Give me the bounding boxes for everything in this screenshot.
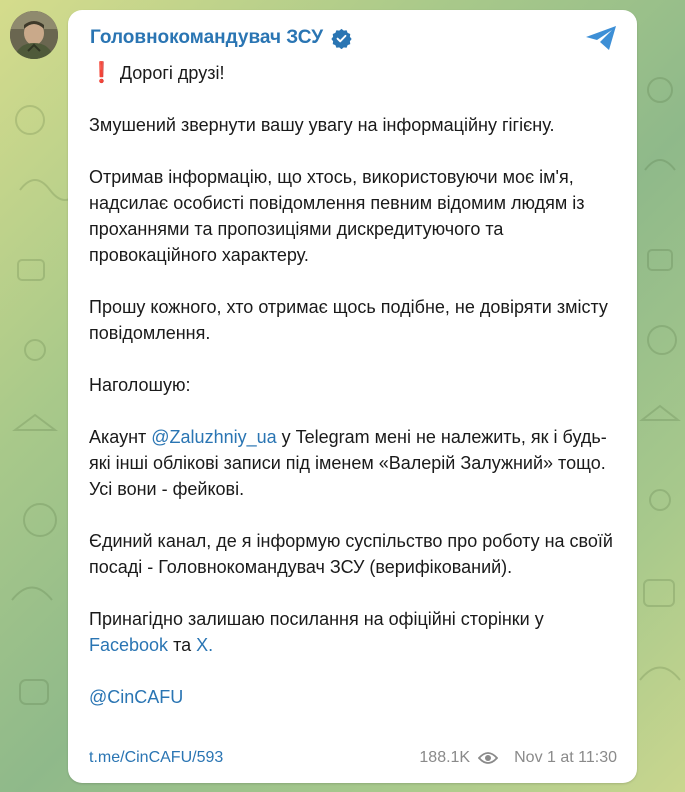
verified-badge-icon	[331, 28, 352, 49]
avatar-portrait-icon	[10, 11, 58, 59]
share-arrow-icon[interactable]	[584, 24, 618, 52]
channel-avatar[interactable]	[10, 11, 58, 59]
signature-line	[89, 684, 619, 710]
greeting-text: Дорогі друзі!	[119, 63, 225, 83]
view-count: 188.1K	[419, 749, 471, 766]
eye-icon	[478, 751, 498, 765]
paragraph-7	[89, 606, 619, 658]
paragraph-7-start: Принагідно залишаю посилання на офіційні сторінки у	[89, 609, 544, 629]
paragraph-4: Наголошую:	[89, 375, 191, 395]
message-footer	[89, 746, 617, 770]
message-text	[89, 60, 619, 710]
account-mention-link[interactable]: @Zaluzhniy_ua	[151, 427, 277, 447]
paragraph-1: Змушений звернути вашу увагу на інформаційну гігієну.	[89, 115, 555, 135]
message-bubble	[68, 10, 637, 783]
x-link[interactable]: X	[196, 635, 209, 655]
message-date: Nov 1 at 11:30	[514, 749, 617, 766]
paragraph-7-end: .	[208, 635, 214, 655]
message-meta	[419, 749, 617, 767]
message-header	[90, 26, 352, 50]
paragraph-5-start: Акаунт	[89, 427, 152, 447]
exclamation-icon: ❗	[89, 62, 114, 84]
paragraph-7-mid: та	[168, 635, 197, 655]
channel-name[interactable]: Головнокомандувач ЗСУ	[90, 27, 324, 48]
paragraph-5	[89, 424, 619, 502]
greeting-line	[89, 60, 619, 86]
paragraph-5-end: у Telegram мені не належить, як і будь-які інші облікові записи під іменем «Валерій Залужний» тощо. Усі вони - фейкові.	[89, 427, 607, 499]
paragraph-6: Єдиний канал, де я інформую суспільство про роботу на своїй посаді - Головнокомандувач ЗСУ (верифікований).	[89, 531, 613, 577]
signature-mention-link[interactable]: @CinCAFU	[89, 687, 184, 707]
post-link[interactable]: t.me/CinCAFU/593	[89, 749, 224, 766]
facebook-link[interactable]: Facebook	[89, 635, 169, 655]
paragraph-3: Прошу кожного, хто отримає щось подібне, не довіряти змісту повідомлення.	[89, 297, 608, 343]
paragraph-2: Отримав інформацію, що хтось, використовуючи моє ім'я, надсилає особисті повідомлення певним відомим людям із проханнями та пропозиціями дискредитуючого та провокаційного характеру.	[89, 167, 585, 265]
